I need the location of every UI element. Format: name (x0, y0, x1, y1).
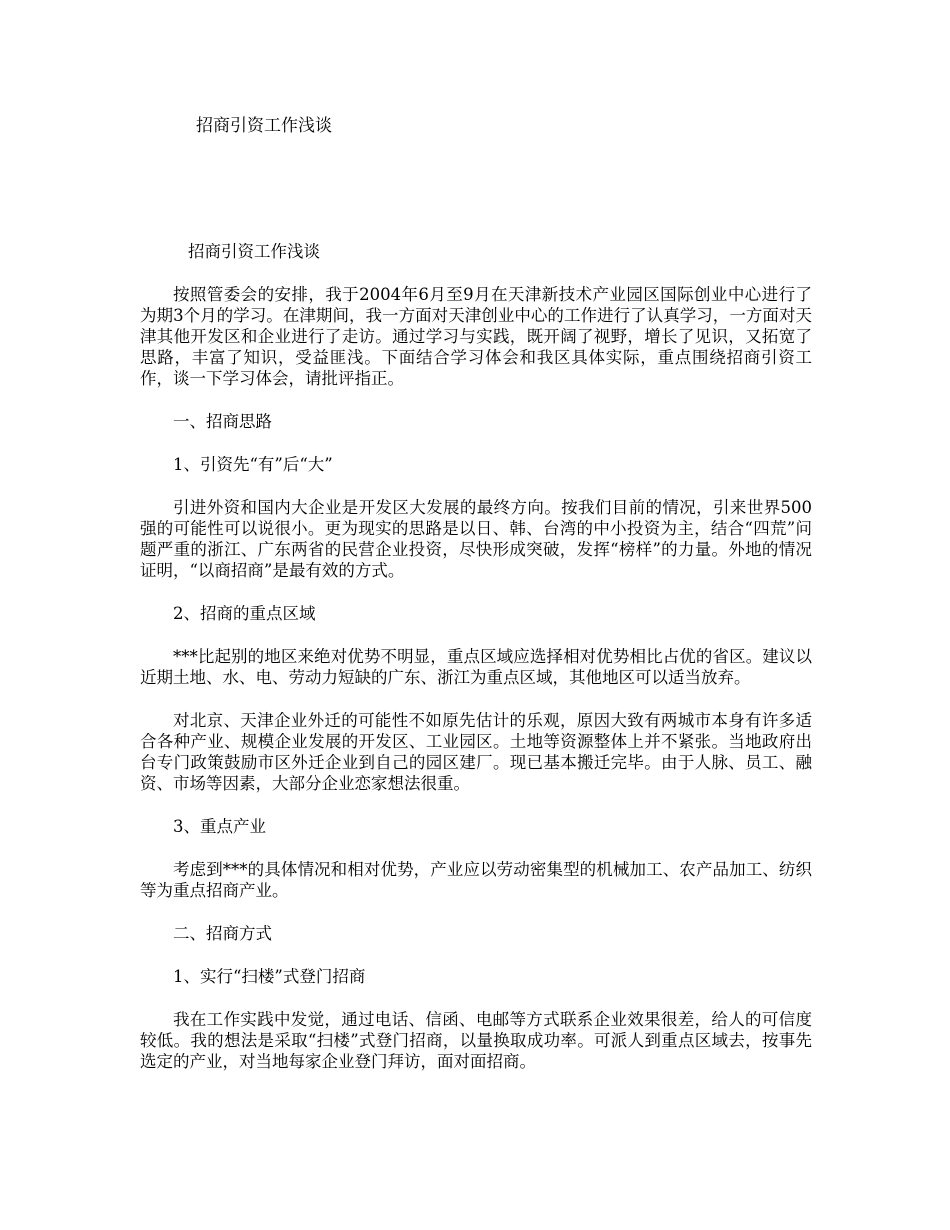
paragraph-1-1: 引进外资和国内大企业是开发区大发展的最终方向。按我们目前的情况，引来世界500强的可能性可以说很小。更为现实的思路是以日、韩、台湾的中小投资为主，结合“四荒”问题严重的浙江、广东两省的民营企业投资，尽快形成突破，发挥“榜样”的力量。外地的情况证明，“以商招商”是最有效的方式。 (140, 498, 812, 580)
paragraph-1-2b: 对北京、天津企业外迁的可能性不如原先估计的乐观，原因大致有两城市本身有许多适合各种产业、规模企业发展的开发区、工业园区。土地等资源整体上并不紧张。当地政府出台专门政策鼓励市区外迁企业到自己的园区建厂。现已基本搬迁完毕。由于人脉、员工、融资、市场等因素，大部分企业恋家想法很重。 (140, 711, 812, 793)
paragraph-1-2a: ***比起别的地区来绝对优势不明显，重点区域应选择相对优势相比占优的省区。建议以近期土地、水、电、劳动力短缺的广东、浙江为重点区域，其他地区可以适当放弃。 (140, 647, 812, 687)
subsection-heading-1-3: 3、重点产业 (173, 817, 266, 836)
subsection-heading-1-1: 1、引资先“有”后“大” (173, 455, 333, 474)
section-heading-1: 一、招商思路 (173, 412, 272, 431)
subsection-heading-2-1: 1、实行“扫楼”式登门招商 (173, 967, 366, 986)
section-heading-2: 二、招商方式 (173, 924, 272, 943)
document-header-title: 招商引资工作浅谈 (196, 116, 332, 136)
subsection-heading-1-2: 2、招商的重点区域 (173, 604, 316, 623)
article-title: 招商引资工作浅谈 (188, 242, 320, 261)
paragraph-2-1: 我在工作实践中发觉，通过电话、信函、电邮等方式联系企业效果很差，给人的可信度较低。我的想法是采取“扫楼”式登门招商，以量换取成功率。可派人到重点区域去，按事先选定的产业，对当地每家企业登门拜访，面对面招商。 (140, 1010, 812, 1071)
paragraph-1-3: 考虑到***的具体情况和相对优势，产业应以劳动密集型的机械加工、农产品加工、纺织等为重点招商产业。 (140, 860, 812, 900)
document-body (140, 241, 812, 1072)
intro-paragraph: 按照管委会的安排，我于2004年6月至9月在天津新技术产业园区国际创业中心进行了为期3个月的学习。在津期间，我一方面对天津创业中心的工作进行了认真学习，一方面对天津其他开发区和企业进行了走访。通过学习与实践，既开阔了视野，增长了见识，又拓宽了思路，丰富了知识，受益匪浅。下面结合学习体会和我区具体实际，重点围绕招商引资工作，谈一下学习体会，请批评指正。 (140, 285, 812, 388)
